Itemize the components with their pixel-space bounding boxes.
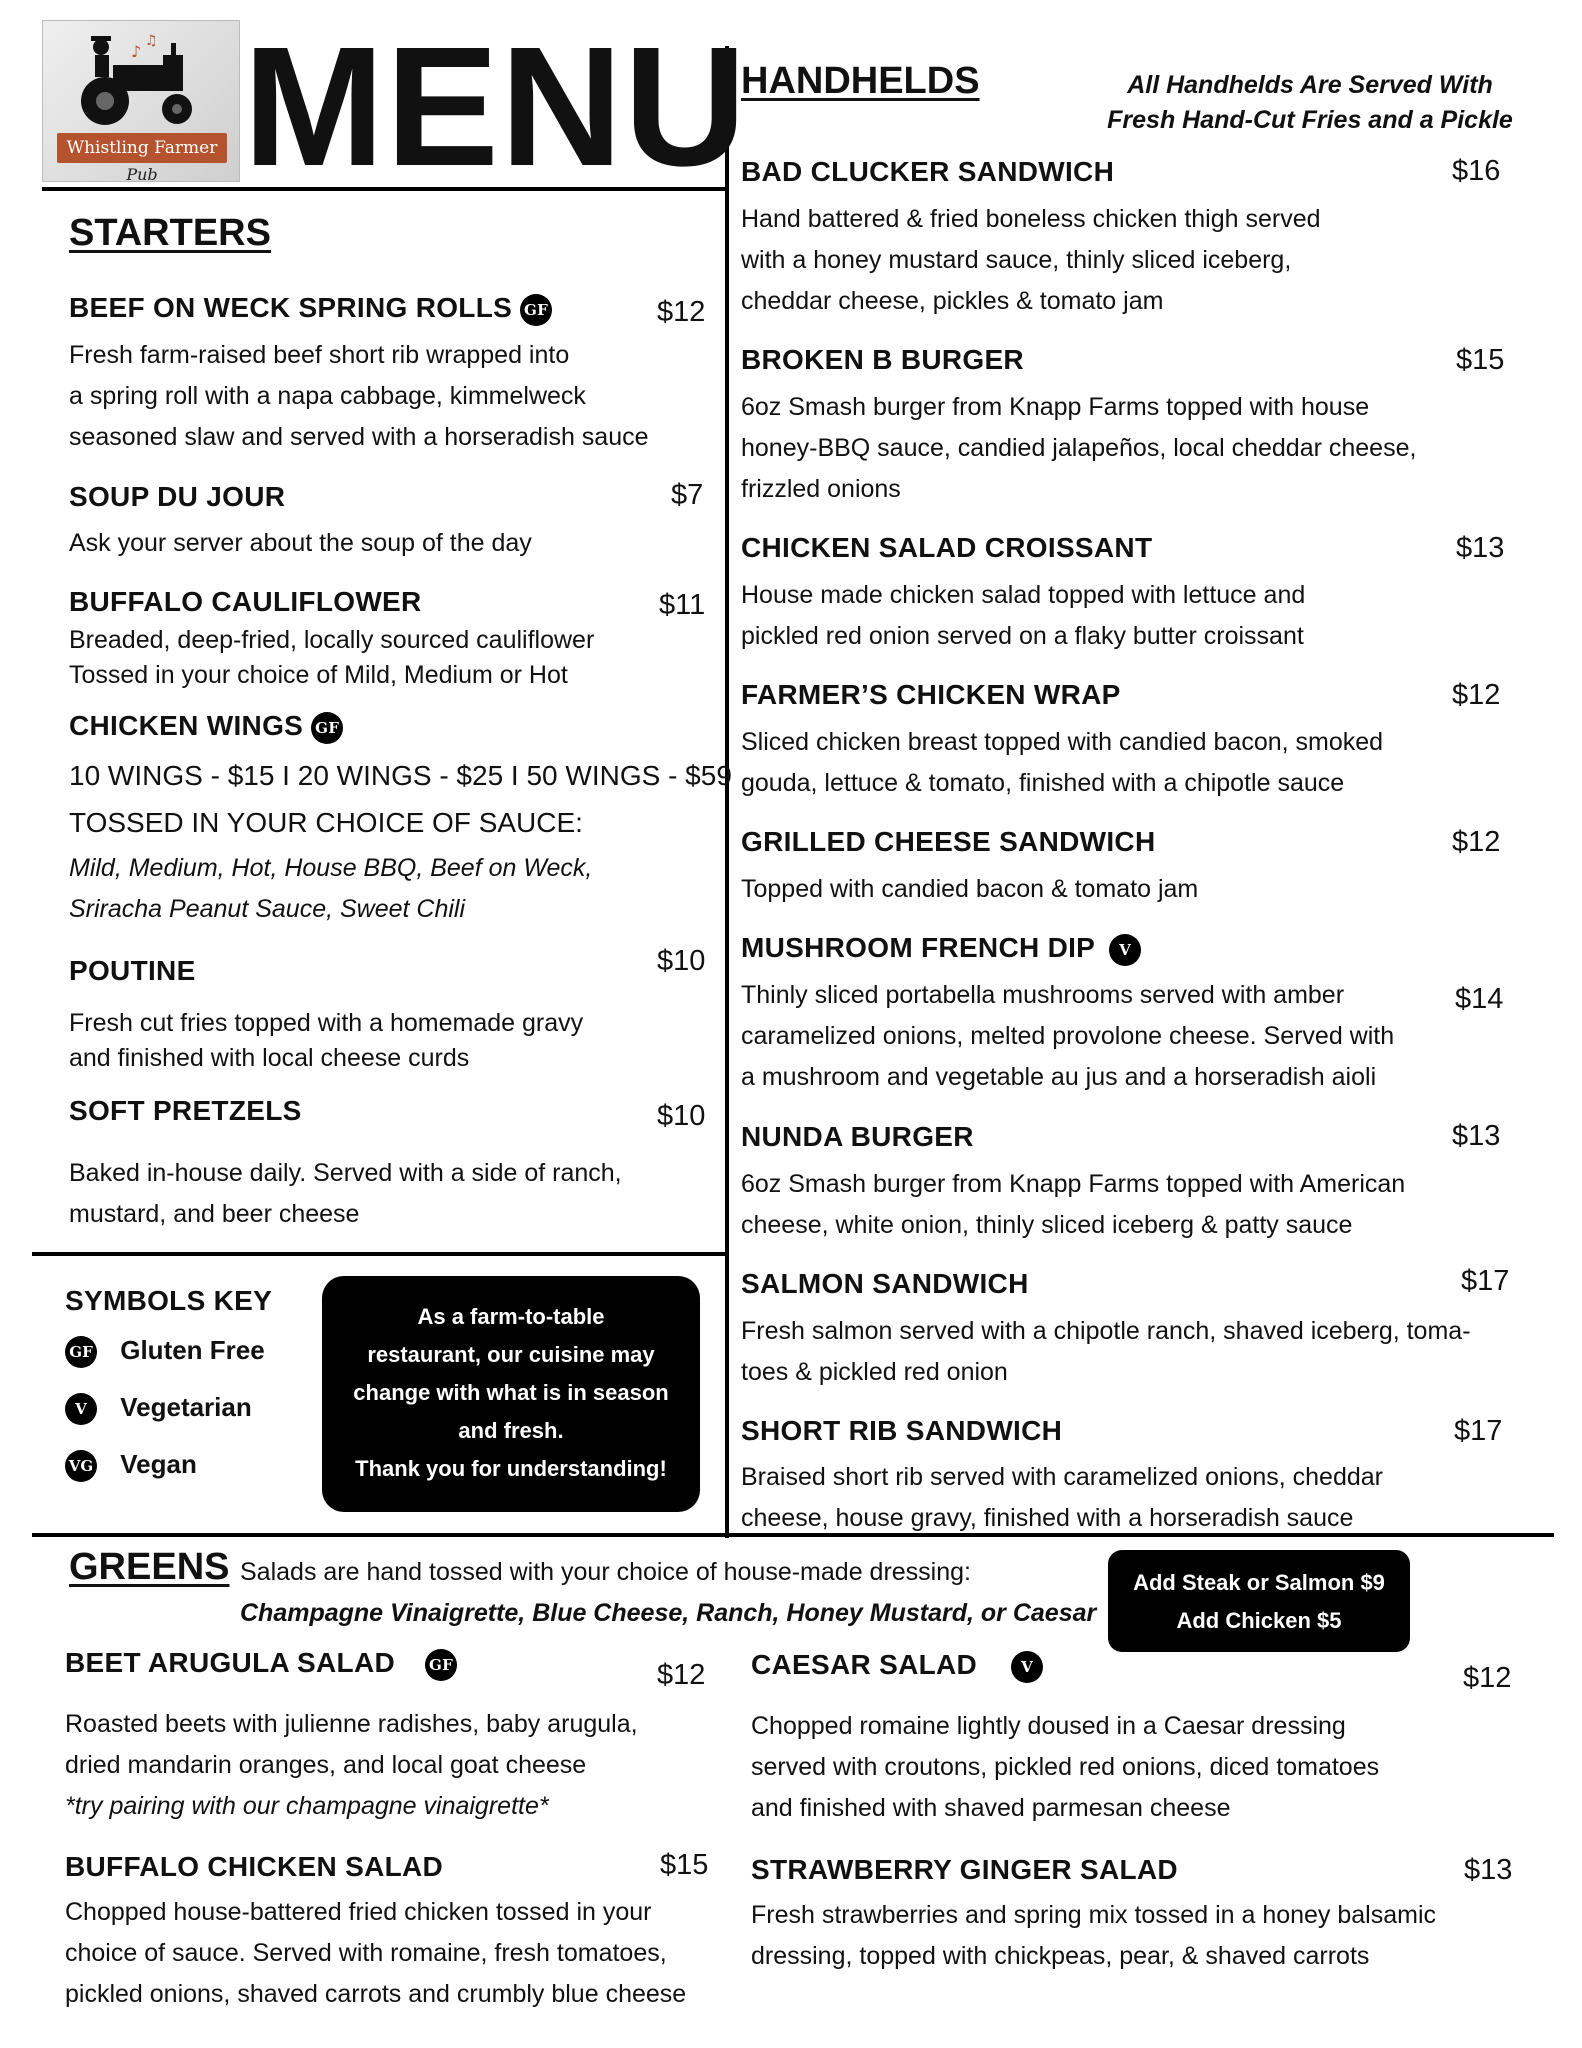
- salad-addons-box: Add Steak or Salmon $9 Add Chicken $5: [1108, 1550, 1410, 1652]
- handhelds-note: All Handhelds Are Served With Fresh Hand-Cut Fries and a Pickle: [1107, 71, 1513, 134]
- starter-price: $10: [657, 945, 706, 977]
- starter-price: $10: [657, 1100, 706, 1132]
- vegetarian-badge-icon: V: [65, 1393, 97, 1425]
- vertical-divider: [725, 46, 729, 1538]
- starter-name: SOUP DU JOUR: [69, 481, 286, 512]
- pub-logo: [42, 20, 240, 182]
- handheld-description: Thinly sliced portabella mushrooms served with amber caramelized onions, melted provolone cheese. Served with a mushroom and vegetable au jus and a horseradish aioli: [741, 981, 1395, 1091]
- salad-price: $12: [1463, 1662, 1512, 1694]
- handheld-name: GRILLED CHEESE SANDWICH: [741, 826, 1156, 857]
- starter-description: Fresh cut fries topped with a homemade gravy and finished with local cheese curds: [69, 1009, 584, 1072]
- salad-description: Chopped romaine lightly doused in a Caesar dressing served with croutons, pickled red onions, diced tomatoes and finished with shaved parmesan cheese: [751, 1712, 1380, 1822]
- vegan-badge-icon: VG: [65, 1450, 97, 1482]
- gluten-free-badge-icon: GF: [311, 712, 343, 744]
- salad-name: CAESAR SALAD V: [751, 1649, 1043, 1683]
- menu-title: MENU: [243, 12, 748, 202]
- starter-name: POUTINE: [69, 955, 196, 986]
- handheld-description: Braised short rib served with caramelized onions, cheddar cheese, house gravy, finished with a horseradish sauce: [741, 1463, 1383, 1532]
- symbols-key-heading: SYMBOLS KEY: [65, 1285, 273, 1316]
- handheld-description: House made chicken salad topped with lettuce and pickled red onion served on a flaky butter croissant: [741, 581, 1306, 650]
- salad-description: Roasted beets with julienne radishes, baby arugula, dried mandarin oranges, and local goat cheese *try pairing with our champagne vinaigrette*: [65, 1710, 638, 1820]
- wings-sauce-list: Mild, Medium, Hot, House BBQ, Beef on Weck, Sriracha Peanut Sauce, Sweet Chili: [69, 854, 593, 923]
- symbol-key-row: VG Vegan: [65, 1449, 197, 1482]
- vegetarian-badge-icon: V: [1011, 1651, 1043, 1683]
- logo-subtitle: Pub: [126, 165, 158, 182]
- gluten-free-badge-icon: GF: [520, 294, 552, 326]
- handheld-description: Hand battered & fried boneless chicken thigh served with a honey mustard sauce, thinly sliced iceberg, cheddar cheese, pickles & tomato jam: [741, 205, 1321, 315]
- salad-name: STRAWBERRY GINGER SALAD: [751, 1854, 1178, 1885]
- handheld-name: SHORT RIB SANDWICH: [741, 1415, 1063, 1446]
- wings-pricing: 10 WINGS - $15 I 20 WINGS - $25 I 50 WINGS - $59: [69, 760, 732, 791]
- starter-description: Ask your server about the soup of the day: [69, 529, 532, 557]
- handheld-name: NUNDA BURGER: [741, 1121, 974, 1152]
- wings-sauce-heading: TOSSED IN YOUR CHOICE OF SAUCE:: [69, 807, 583, 838]
- handheld-description: Fresh salmon served with a chipotle ranch, shaved iceberg, toma- toes & pickled red onion: [741, 1317, 1471, 1386]
- symbols-top-rule: [32, 1252, 727, 1256]
- salad-price: $13: [1464, 1854, 1513, 1886]
- svg-text:♪: ♪: [131, 42, 142, 61]
- salad-description: Chopped house-battered fried chicken tossed in your choice of sauce. Served with romaine, fresh tomatoes, pickled onions, shaved carrots and crumbly blue cheese: [65, 1898, 687, 2008]
- starter-price: $11: [659, 589, 706, 621]
- starter-name: CHICKEN WINGS GF: [69, 710, 343, 744]
- handheld-name: FARMER’S CHICKEN WRAP: [741, 679, 1121, 710]
- starter-price: $12: [657, 296, 706, 328]
- salad-price: $12: [657, 1659, 706, 1691]
- handheld-price: $13: [1452, 1120, 1501, 1152]
- gluten-free-badge-icon: GF: [65, 1336, 97, 1368]
- tractor-farmer-icon: [43, 21, 240, 141]
- starter-price: $7: [671, 479, 704, 511]
- starter-description: Breaded, deep-fried, locally sourced cauliflower Tossed in your choice of Mild, Medium or Hot: [69, 626, 595, 689]
- handheld-description: Sliced chicken breast topped with candied bacon, smoked gouda, lettuce & tomato, finished with a chipotle sauce: [741, 728, 1384, 797]
- handheld-name: MUSHROOM FRENCH DIP V: [741, 932, 1141, 966]
- handhelds-heading: HANDHELDS: [741, 60, 980, 102]
- handheld-price: $12: [1452, 826, 1501, 858]
- salad-name: BEET ARUGULA SALAD GF: [65, 1647, 457, 1681]
- handheld-description: Topped with candied bacon & tomato jam: [741, 875, 1199, 903]
- handheld-price: $15: [1456, 344, 1505, 376]
- handheld-price: $14: [1455, 983, 1504, 1015]
- gluten-free-badge-icon: GF: [425, 1649, 457, 1681]
- handheld-name: SALMON SANDWICH: [741, 1268, 1029, 1299]
- salad-price: $15: [660, 1849, 709, 1881]
- starter-description: Baked in-house daily. Served with a side of ranch, mustard, and beer cheese: [69, 1159, 622, 1228]
- handheld-description: 6oz Smash burger from Knapp Farms topped with American cheese, white onion, thinly sliced iceberg & patty sauce: [741, 1170, 1406, 1239]
- greens-dressings: Champagne Vinaigrette, Blue Cheese, Ranch, Honey Mustard, or Caesar: [240, 1599, 1097, 1627]
- handheld-price: $12: [1452, 679, 1501, 711]
- handheld-name: CHICKEN SALAD CROISSANT: [741, 532, 1153, 563]
- greens-heading: GREENS: [69, 1546, 230, 1588]
- starter-name: SOFT PRETZELS: [69, 1095, 302, 1126]
- salad-description: Fresh strawberries and spring mix tossed in a honey balsamic dressing, topped with chickpeas, pear, & shaved carrots: [751, 1901, 1437, 1970]
- handheld-price: $17: [1454, 1415, 1503, 1447]
- starter-name: BUFFALO CAULIFLOWER: [69, 586, 422, 617]
- handheld-price: $13: [1456, 532, 1505, 564]
- handheld-price: $16: [1452, 155, 1501, 187]
- vegetarian-badge-icon: V: [1109, 934, 1141, 966]
- starter-name: BEEF ON WECK SPRING ROLLS GF: [69, 292, 552, 326]
- starter-description: Fresh farm-raised beef short rib wrapped into a spring roll with a napa cabbage, kimmelweck seasoned slaw and served with a horseradish sauce: [69, 341, 649, 451]
- handheld-name: BAD CLUCKER SANDWICH: [741, 156, 1115, 187]
- handheld-description: 6oz Smash burger from Knapp Farms topped with house honey-BBQ sauce, candied jalapeños, local cheddar cheese, frizzled onions: [741, 393, 1417, 503]
- handheld-price: $17: [1461, 1265, 1510, 1297]
- greens-intro: Salads are hand tossed with your choice of house-made dressing:: [240, 1558, 971, 1586]
- svg-text:♫: ♫: [145, 33, 158, 49]
- symbol-key-row: GF Gluten Free: [65, 1335, 265, 1368]
- farm-to-table-note: As a farm-to-table restaurant, our cuisine may change with what is in season and fresh. Thank you for understanding!: [322, 1276, 700, 1512]
- handheld-name: BROKEN B BURGER: [741, 344, 1024, 375]
- symbol-key-row: V Vegetarian: [65, 1392, 252, 1425]
- salad-name: BUFFALO CHICKEN SALAD: [65, 1851, 444, 1882]
- logo-banner: Whistling Farmer: [57, 133, 227, 163]
- starters-heading: STARTERS: [69, 212, 271, 254]
